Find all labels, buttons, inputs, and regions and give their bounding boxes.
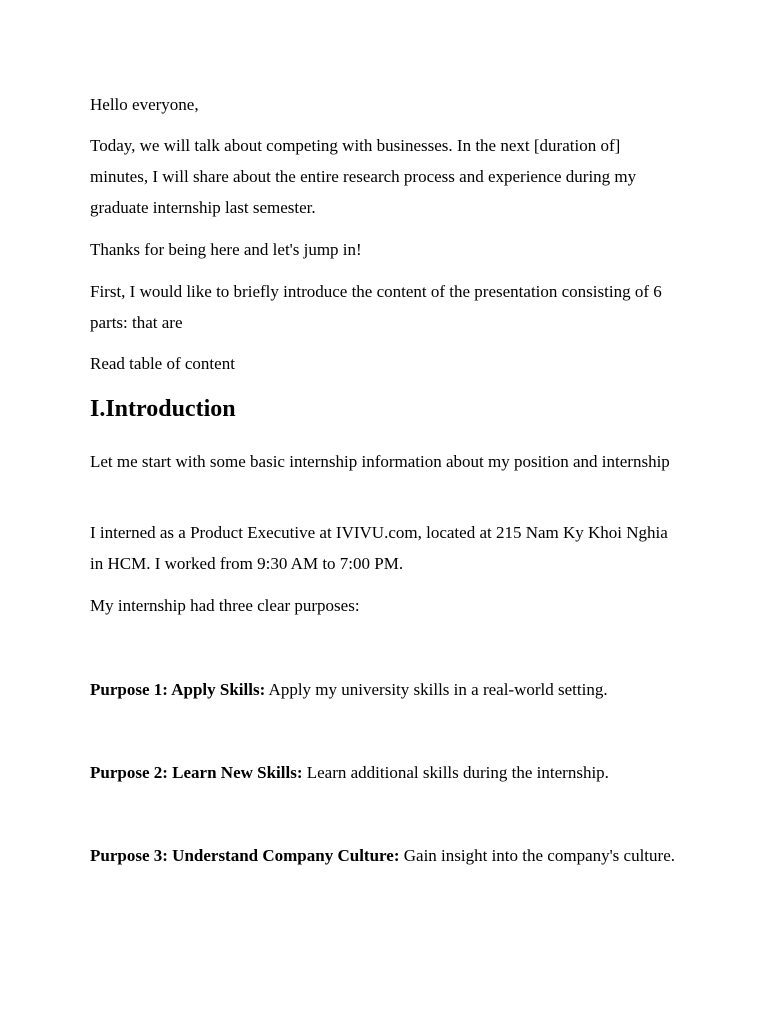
section-heading: I.Introduction [90,396,236,422]
purpose-item [90,674,680,705]
purpose-text: Learn additional skills during the internship. [302,763,609,782]
position-info-paragraph: I interned as a Product Executive at IVIVU.com, located at 215 Nam Ky Khoi Nghia in HCM. I worked from 9:30 AM to 7:00 PM. [90,523,668,573]
purposes-intro-text: My internship had three clear purposes: [90,596,360,615]
intro-paragraph: Today, we will talk about competing with businesses. In the next [duration of] minutes, I will share about the entire research process and experience during my graduate internship last semester. [90,136,637,217]
section-intro-paragraph: Let me start with some basic internship information about my position and internship [90,452,670,471]
purpose-label: Purpose 3: Understand Company Culture: [90,846,400,865]
thanks-text: Thanks for being here and let's jump in! [90,240,362,259]
purpose-label: Purpose 2: Learn New Skills: [90,763,303,782]
purpose-item [90,757,680,788]
purpose-text: Gain insight into the company's culture. [399,846,675,865]
greeting-text: Hello everyone, [90,95,199,114]
overview-paragraph: First, I would like to briefly introduce the content of the presentation consisting of 6 parts: that are [90,282,662,332]
purpose-item [90,840,680,871]
purpose-text: Apply my university skills in a real-world setting. [265,680,608,699]
purpose-label: Purpose 1: Apply Skills: [90,680,266,699]
read-toc-text: Read table of content [90,354,235,373]
